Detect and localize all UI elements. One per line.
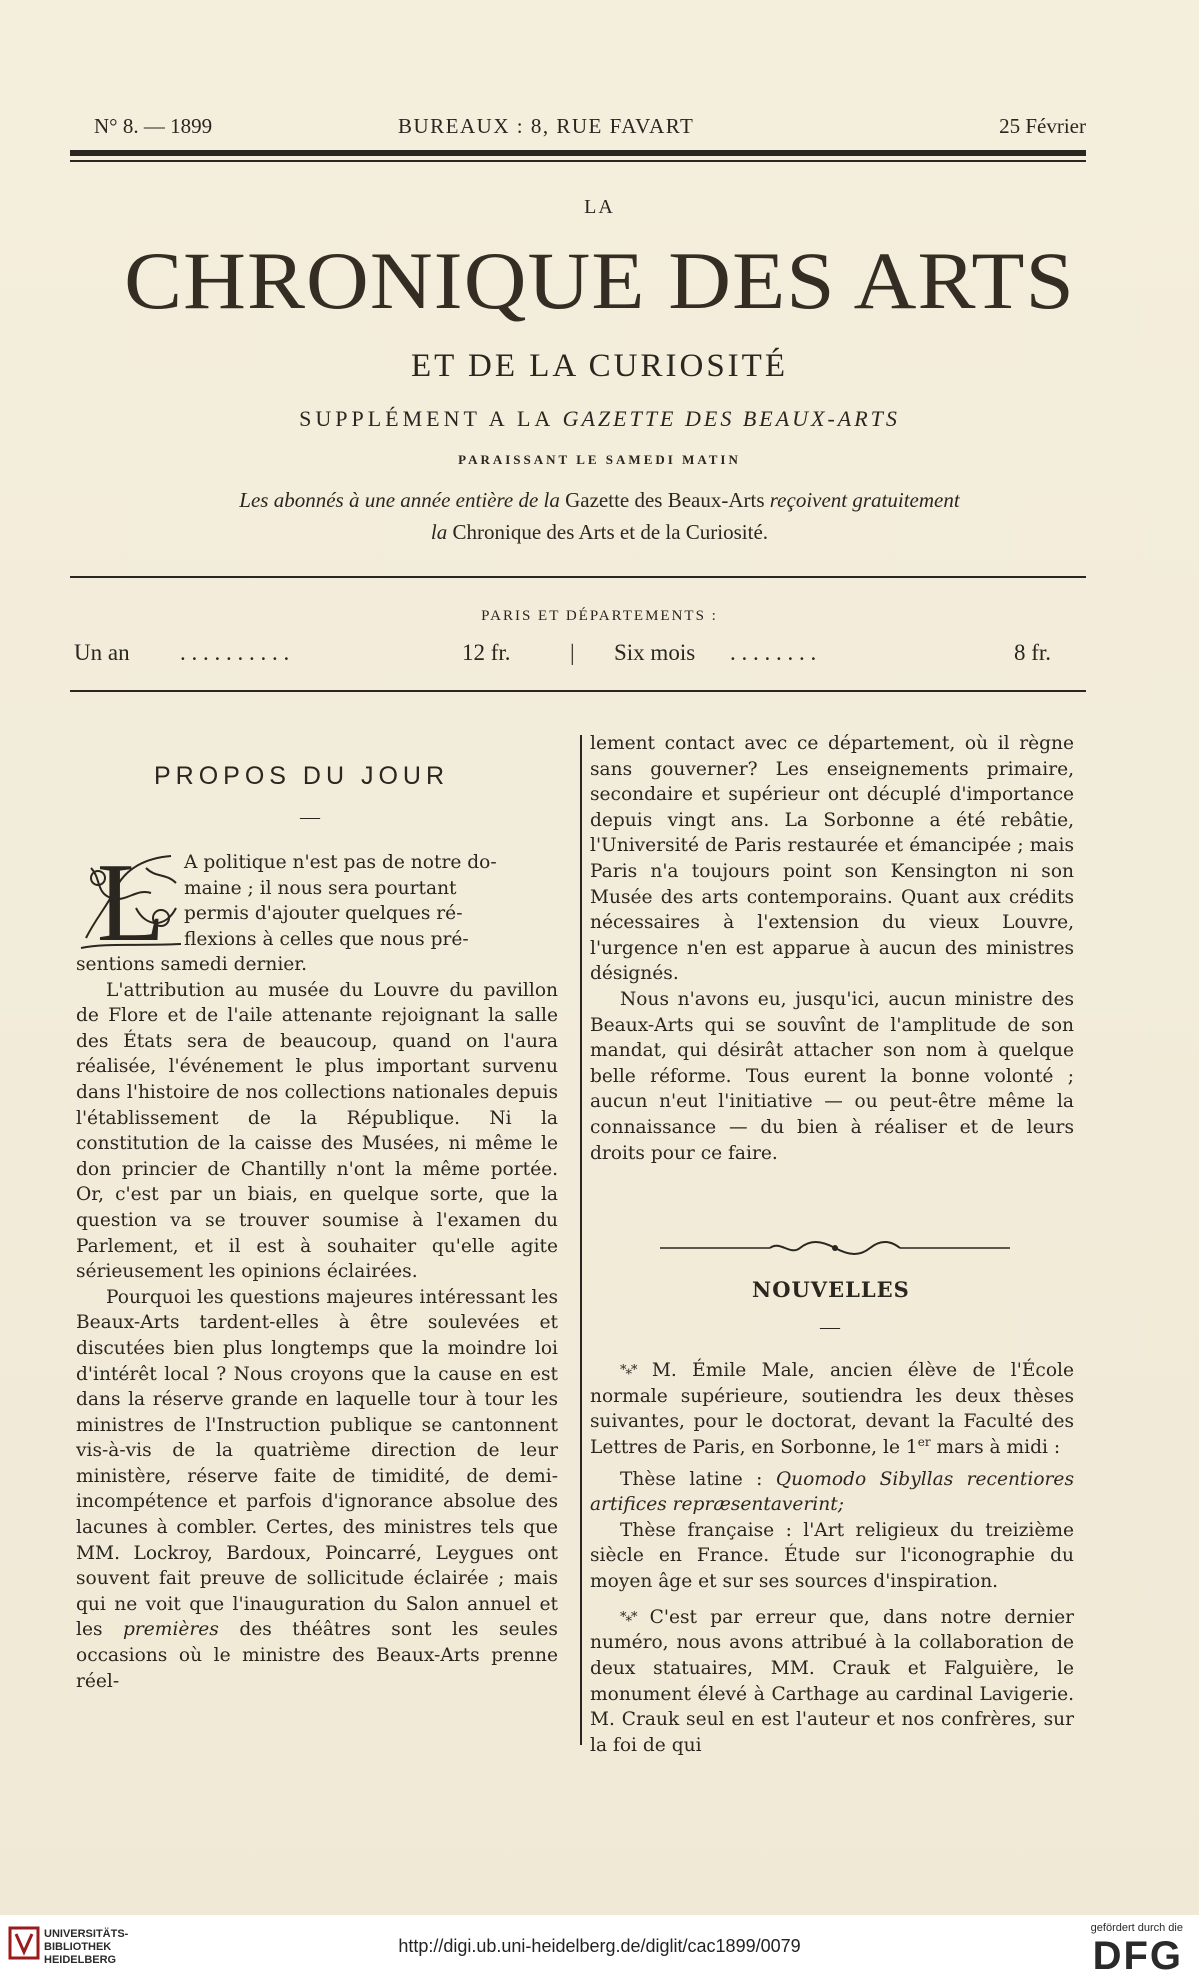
subscribers-note-chronique: Chronique des Arts et de la Curiosité.: [452, 520, 769, 544]
news-2-text: C'est par erreur que, dans notre dernier numéro, nous avons attribué à la collaboration de deux statuaires, MM. Crauk et Falguière, le monument élevé à Carthage au cardinal Lavigerie. M. Crauk seul en est l'auteur et nos confrères, sur la foi de qui: [590, 1606, 1074, 1756]
propos-paragraph-r2: Nous n'avons eu, jusqu'ici, aucun ministre des Beaux-Arts qui se souvînt de l'amplitude de son mandat, qui désirât attacher son nom à quelque belle réforme. Tous eurent la bonne volonté ; aucun n'eut l'initiative — ou peut-être même la connaissance — du bien à réaliser et de leurs droits pour ce faire.: [590, 988, 1074, 1164]
propos-right-body: [590, 731, 1074, 1166]
propos-paragraph-2: L'attribution au musée du Louvre du pavillon de Flore et de l'aile attenante rejoignant la salle des États sera de beaucoup, quand on l'aura réalisée, l'événement le plus important survenu dans l'histoire de nos collections nationales depuis l'établissement de la République. Ni la constitution de la caisse des Musées, ni même le don princier de Chantilly n'ont la même portée. Or, c'est par un biais, en quelque sorte, que la question va se trouver soumise à l'examen du Parlement, et il est à souhaiter qu'elle agite sérieusement les opinions éclairées.: [76, 979, 558, 1283]
masthead-la: LA: [584, 196, 615, 218]
supplement-prefix: SUPPLÉMENT A LA: [299, 406, 554, 431]
subscribers-note-italic: Les abonnés à une année entière de la: [239, 488, 560, 512]
news-1-date-num: 1: [905, 1436, 918, 1458]
fleuron-divider-icon: [660, 1238, 1010, 1258]
news-1-date-sup: er: [917, 1434, 931, 1449]
subscription-label: PARIS ET DÉPARTEMENTS :: [481, 608, 718, 624]
news-item-2: [590, 1605, 1074, 1759]
price-six-value: 8 fr.: [1014, 640, 1052, 665]
these-francaise: Thèse française : l'Art religieux du treizième siècle en France. Étude sur l'iconographie du moyen âge et sur ses sources d'inspiration.: [590, 1519, 1074, 1592]
subscribers-note-line2: [0, 520, 1199, 545]
library-line-3: HEIDELBERG: [44, 1954, 117, 1966]
subscribers-note-italic-end: reçoivent gratuitement: [769, 488, 960, 512]
dropcap-letter: L: [96, 841, 166, 965]
column-divider: [580, 735, 582, 1745]
propos-paragraph-3: [76, 1285, 558, 1695]
p3-italic: premières: [123, 1619, 219, 1641]
price-year-dots: . . . . . . . . . .: [180, 640, 290, 665]
masthead-rule: [70, 576, 1086, 578]
news-1-text: M. Émile Male, ancien élève de l'École normale supérieure, soutiendra les deux thèses suivantes, pour le doctorat, devant la Faculté des Lettres de Paris, en Sorbonne, le: [590, 1360, 1074, 1458]
these-latine-label: Thèse latine :: [620, 1468, 763, 1490]
funding-note: gefördert durch die: [1090, 1922, 1183, 1934]
propos-left-body: [76, 952, 558, 1694]
subscribers-note-la: la: [430, 520, 448, 544]
publication-schedule: PARAISSANT LE SAMEDI MATIN: [458, 452, 741, 467]
supplement-line: [0, 406, 1199, 432]
asterism-1: *⁎*: [620, 1363, 637, 1379]
subscribers-note-line1: [0, 488, 1199, 513]
masthead-title: CHRONIQUE DES ARTS: [124, 235, 1075, 326]
issue-date: 25 Février: [999, 114, 1086, 138]
propos-title: PROPOS DU JOUR: [154, 762, 450, 790]
price-separator: |: [570, 640, 575, 665]
bureaux-address: BUREAUX : 8, RUE FAVART: [398, 114, 695, 138]
price-year-value: 12 fr.: [462, 640, 511, 665]
propos-dash: —: [300, 806, 320, 828]
price-six-label: Six mois: [614, 640, 696, 665]
news-1-date-rest: mars à midi :: [936, 1436, 1061, 1458]
p3-text-end: des théâtres sont les seules occasions où le ministre des Beaux-Arts prenne réel-: [76, 1619, 558, 1692]
nouvelles-title: NOUVELLES: [752, 1277, 910, 1302]
nouvelles-dash: —: [820, 1316, 840, 1338]
prices-rule: [70, 690, 1086, 692]
nouvelles-body: [590, 1358, 1074, 1758]
library-line-1: UNIVERSITÄTS-: [44, 1928, 129, 1940]
masthead-subtitle: ET DE LA CURIOSITÉ: [411, 348, 788, 384]
intro-line-2: maine ; il nous sera pourtant: [184, 877, 457, 899]
p3-text: Pourquoi les questions majeures intéressant les Beaux-Arts tardent-elles à être soulevées et discutées bien plus longtemps que la moindre loi d'intérêt local ? Nous croyons que la cause en est dans la réserve grande en laquelle tour à tour les ministres de l'Instruction publique se cantonnent vis-à-vis de la quatrième direction de leur ministère, réserve faite de timidité, de demi-incompétence et parfois d'ignorance absolue des lacunes à combler. Certes, des ministres tels que MM. Lockroy, Bardoux, Poincarré, Leygues ont souvent fait preuve de sollicitude éclairée ; mais qui ne voit que l'inauguration du Salon annuel et les: [76, 1286, 558, 1641]
intro-line-4: flexions à celles que nous pré-: [184, 928, 469, 950]
supplement-journal: GAZETTE DES BEAUX-ARTS: [562, 406, 900, 431]
issue-number: N° 8. — 1899: [94, 114, 213, 138]
library-line-2: BIBLIOTHEK: [44, 1941, 112, 1953]
header-rule-thin: [70, 160, 1086, 162]
these-latine: [590, 1467, 1074, 1518]
asterism-2: *⁎*: [620, 1609, 637, 1625]
price-six-dots: . . . . . . . .: [730, 640, 817, 665]
source-url-link[interactable]: http://digi.ub.uni-heidelberg.de/diglit/cac1899/0079: [398, 1936, 801, 1956]
news-item-1: [590, 1358, 1074, 1461]
intro-line-end: sentions samedi dernier.: [76, 954, 308, 975]
propos-continued: lement contact avec ce département, où il règne sans gouverner? Les enseignements primaire, secondaire et supérieur ont décuplé d'importance depuis vingt ans. La Sorbonne a été rebâtie, l'Université de Paris restaurée et émancipée ; mais Paris n'a toujours point son Kensington ni son Musée des arts contemporains. Quant aux crédits nécessaires à l'extension du vieux Louvre, l'urgence n'en est apparue à aucun des ministres désignés.: [590, 733, 1074, 985]
these-latine-title: Quomodo Sibyllas recentiores artifices repræsentaverint;: [590, 1468, 1074, 1516]
header-rule-thick: [70, 150, 1086, 156]
intro-line-1: A politique n'est pas de notre do-: [184, 852, 497, 873]
propos-intro-lines: [184, 850, 558, 952]
subscribers-note-gazette: Gazette des Beaux-Arts: [565, 488, 765, 512]
price-year-label: Un an: [74, 640, 130, 665]
intro-line-3: permis d'ajouter quelques ré-: [184, 903, 463, 925]
dfg-logo: DFG: [1092, 1934, 1183, 1978]
